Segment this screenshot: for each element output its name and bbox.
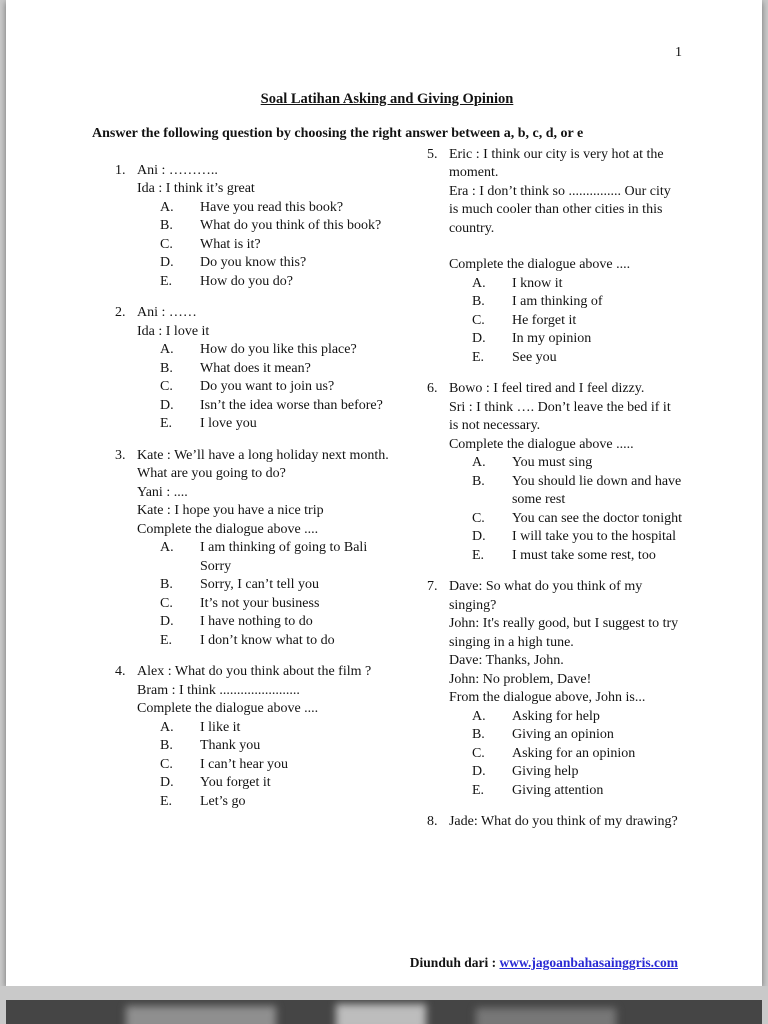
option-text: I like it	[200, 719, 241, 735]
option-text: It’s not your business	[200, 595, 320, 611]
option-text: In my opinion	[511, 331, 592, 346]
complete-dialogue-prompt: Complete the dialogue above .....	[448, 436, 634, 452]
option-e	[160, 415, 396, 434]
question-number: 5.	[426, 146, 438, 162]
option-letter: D.	[471, 764, 486, 779]
option-text: Giving attention	[511, 782, 604, 798]
option-letter: D.	[471, 331, 486, 346]
question-8	[427, 813, 682, 832]
two-column-layout	[92, 146, 682, 845]
left-column	[115, 146, 396, 845]
question-number: 4.	[115, 664, 126, 679]
option-a	[472, 454, 682, 473]
option-a	[160, 719, 396, 738]
option-letter: A.	[160, 199, 174, 215]
dialogue-line: Dave: So what do you think of my singing?	[448, 579, 643, 613]
page-number: 1	[675, 45, 682, 60]
question-number: 2.	[115, 305, 126, 320]
option-e	[472, 349, 682, 368]
option-letter: B.	[160, 218, 173, 233]
complete-dialogue-prompt: From the dialogue above, John is...	[448, 690, 646, 705]
option-letter: C.	[471, 312, 485, 328]
dialogue-line: Dave: Thanks, John.	[448, 653, 564, 668]
option-b	[472, 293, 682, 312]
question-2	[115, 304, 396, 434]
option-text: What does it mean?	[200, 360, 311, 376]
right-column	[427, 146, 682, 845]
question-number: 3.	[115, 447, 126, 463]
option-b	[160, 360, 396, 379]
option-text: See you	[511, 349, 557, 365]
option-b	[160, 217, 396, 236]
option-e	[160, 273, 396, 292]
option-text: He forget it	[511, 312, 577, 328]
dialogue-line: Bram : I think .......................	[137, 682, 300, 698]
option-letter: B.	[471, 727, 485, 742]
option-a	[472, 708, 682, 727]
question-4	[115, 663, 396, 811]
option-letter: E.	[471, 349, 485, 365]
option-text: What is it?	[200, 236, 261, 252]
option-d	[160, 774, 396, 793]
dialogue-line: Eric : I think our city is very hot at the moment.	[448, 146, 664, 180]
option-d	[160, 613, 396, 632]
option-letter: C.	[160, 756, 173, 772]
options-list	[160, 341, 396, 434]
question-3	[115, 447, 396, 651]
option-letter: C.	[160, 595, 173, 611]
option-letter: D.	[160, 775, 174, 790]
option-e	[160, 632, 396, 651]
option-e	[472, 782, 682, 801]
option-text: Giving help	[511, 764, 579, 779]
dialogue-line: Era : I don’t think so ............... Our city is much cooler than other cities in this country.	[448, 183, 671, 236]
dialogue-line: Ida : I love it	[137, 323, 210, 339]
option-letter: A.	[471, 275, 486, 291]
option-text: You should lie down and have some rest	[511, 473, 682, 507]
option-c	[160, 236, 396, 255]
option-text: Let’s go	[200, 793, 246, 809]
option-letter: A.	[160, 342, 174, 357]
instruction-text: Answer the following question by choosing the right answer between a, b, c, d, or e	[92, 126, 584, 141]
options-list	[160, 199, 396, 292]
question-7	[427, 578, 682, 800]
option-e	[160, 793, 396, 812]
option-text: I will take you to the hospital	[511, 529, 677, 544]
option-letter: B.	[160, 577, 173, 592]
option-letter: B.	[471, 473, 485, 489]
question-number: 7.	[426, 579, 438, 594]
question-5	[427, 146, 682, 368]
footer-prefix: Diunduh dari :	[409, 954, 500, 970]
dialogue-line: Kate : I hope you have a nice trip	[137, 503, 324, 518]
dialogue-line: Ida : I think it’s great	[137, 181, 255, 196]
option-d	[472, 330, 682, 349]
next-page-preview	[6, 1000, 762, 1024]
dialogue-line: Jade: What do you think of my drawing?	[448, 814, 678, 829]
option-d	[472, 528, 682, 547]
blurred-content	[336, 1004, 426, 1024]
option-d	[472, 763, 682, 782]
dialogue-line: Sri : I think …. Don’t leave the bed if it is not necessary.	[448, 399, 671, 433]
option-letter: D.	[160, 614, 174, 629]
option-letter: E.	[160, 416, 173, 431]
option-text: How do you do?	[200, 273, 293, 289]
question-6	[427, 380, 682, 565]
option-text: Have you read this book?	[200, 199, 344, 215]
option-letter: E.	[471, 782, 485, 798]
option-letter: A.	[160, 540, 174, 555]
question-1	[115, 162, 396, 292]
option-text: Isn’t the idea worse than before?	[200, 397, 383, 413]
document-page	[6, 0, 762, 986]
option-b	[472, 473, 682, 510]
option-text: I know it	[511, 275, 563, 291]
option-letter: A.	[160, 719, 174, 735]
question-number: 6.	[426, 381, 438, 396]
option-letter: C.	[160, 236, 173, 252]
download-source-footer	[410, 954, 678, 973]
option-text: I am thinking of going to Bali Sorry	[200, 540, 368, 574]
option-c	[160, 378, 396, 397]
question-number: 1.	[115, 162, 126, 178]
option-a	[472, 275, 682, 294]
option-b	[160, 576, 396, 595]
option-c	[472, 510, 682, 529]
dialogue-line: John: It's really good, but I suggest to try singing in a high tune.	[448, 616, 679, 650]
option-text: I am thinking of	[511, 294, 603, 309]
option-text: Asking for help	[511, 708, 600, 724]
option-a	[160, 199, 396, 218]
option-text: Sorry, I can’t tell you	[200, 577, 319, 592]
dialogue-line: John: No problem, Dave!	[448, 671, 592, 687]
blurred-content	[126, 1006, 276, 1024]
option-text: Thank you	[200, 738, 261, 753]
option-letter: E.	[160, 793, 173, 809]
option-text: You must sing	[511, 455, 593, 470]
option-d	[160, 254, 396, 273]
dialogue-line: Ani : ………..	[137, 162, 218, 178]
option-text: Do you want to join us?	[200, 379, 335, 394]
options-list	[472, 708, 682, 801]
document-title: Soal Latihan Asking and Giving Opinion	[260, 90, 514, 107]
option-c	[472, 312, 682, 331]
option-letter: D.	[160, 397, 174, 413]
option-e	[472, 547, 682, 566]
dialogue-line: Alex : What do you think about the film ?	[137, 664, 372, 679]
option-letter: D.	[471, 529, 486, 544]
option-text: I can’t hear you	[200, 756, 288, 772]
option-text: You forget it	[200, 775, 271, 790]
option-c	[160, 595, 396, 614]
option-text: Giving an opinion	[511, 727, 614, 742]
option-text: I must take some rest, too	[511, 547, 656, 563]
option-text: What do you think of this book?	[200, 218, 382, 233]
complete-dialogue-prompt: Complete the dialogue above ....	[448, 257, 631, 272]
option-a	[160, 341, 396, 360]
option-letter: B.	[471, 294, 485, 309]
dialogue-line: Kate : We’ll have a long holiday next month. What are you going to do?	[137, 447, 389, 481]
option-text: You can see the doctor tonight	[511, 510, 683, 526]
option-letter: E.	[160, 273, 173, 289]
dialogue-line: Bowo : I feel tired and I feel dizzy.	[448, 381, 645, 396]
option-text: I don’t know what to do	[200, 632, 335, 648]
option-text: Do you know this?	[200, 255, 307, 270]
complete-dialogue-prompt: Complete the dialogue above ....	[137, 521, 319, 537]
option-b	[160, 737, 396, 756]
option-letter: B.	[160, 360, 173, 376]
option-letter: E.	[471, 547, 485, 563]
complete-dialogue-prompt: Complete the dialogue above ....	[137, 701, 319, 716]
option-c	[160, 756, 396, 775]
option-letter: C.	[160, 379, 173, 394]
option-text: How do you like this place?	[200, 342, 357, 357]
dialogue-line: Ani : ……	[137, 305, 197, 320]
dialogue-line: Yani : ....	[137, 484, 188, 500]
option-letter: D.	[160, 255, 174, 270]
option-letter: C.	[471, 510, 485, 526]
footer-link[interactable]: www.jagoanbahasainggris.com	[499, 954, 678, 970]
option-b	[472, 726, 682, 745]
options-list	[160, 719, 396, 812]
option-a	[160, 539, 396, 576]
question-number: 8.	[426, 814, 438, 829]
page-gap	[0, 986, 768, 1000]
option-text: I have nothing to do	[200, 614, 313, 629]
option-text: Asking for an opinion	[511, 745, 636, 761]
option-letter: E.	[160, 632, 173, 648]
option-letter: A.	[471, 708, 486, 724]
options-list	[472, 454, 682, 565]
option-text: I love you	[200, 416, 257, 431]
blurred-content	[476, 1008, 616, 1024]
option-letter: C.	[471, 745, 485, 761]
option-letter: B.	[160, 738, 173, 753]
option-letter: A.	[471, 455, 486, 470]
option-c	[472, 745, 682, 764]
options-list	[160, 539, 396, 650]
option-d	[160, 397, 396, 416]
options-list	[472, 275, 682, 368]
